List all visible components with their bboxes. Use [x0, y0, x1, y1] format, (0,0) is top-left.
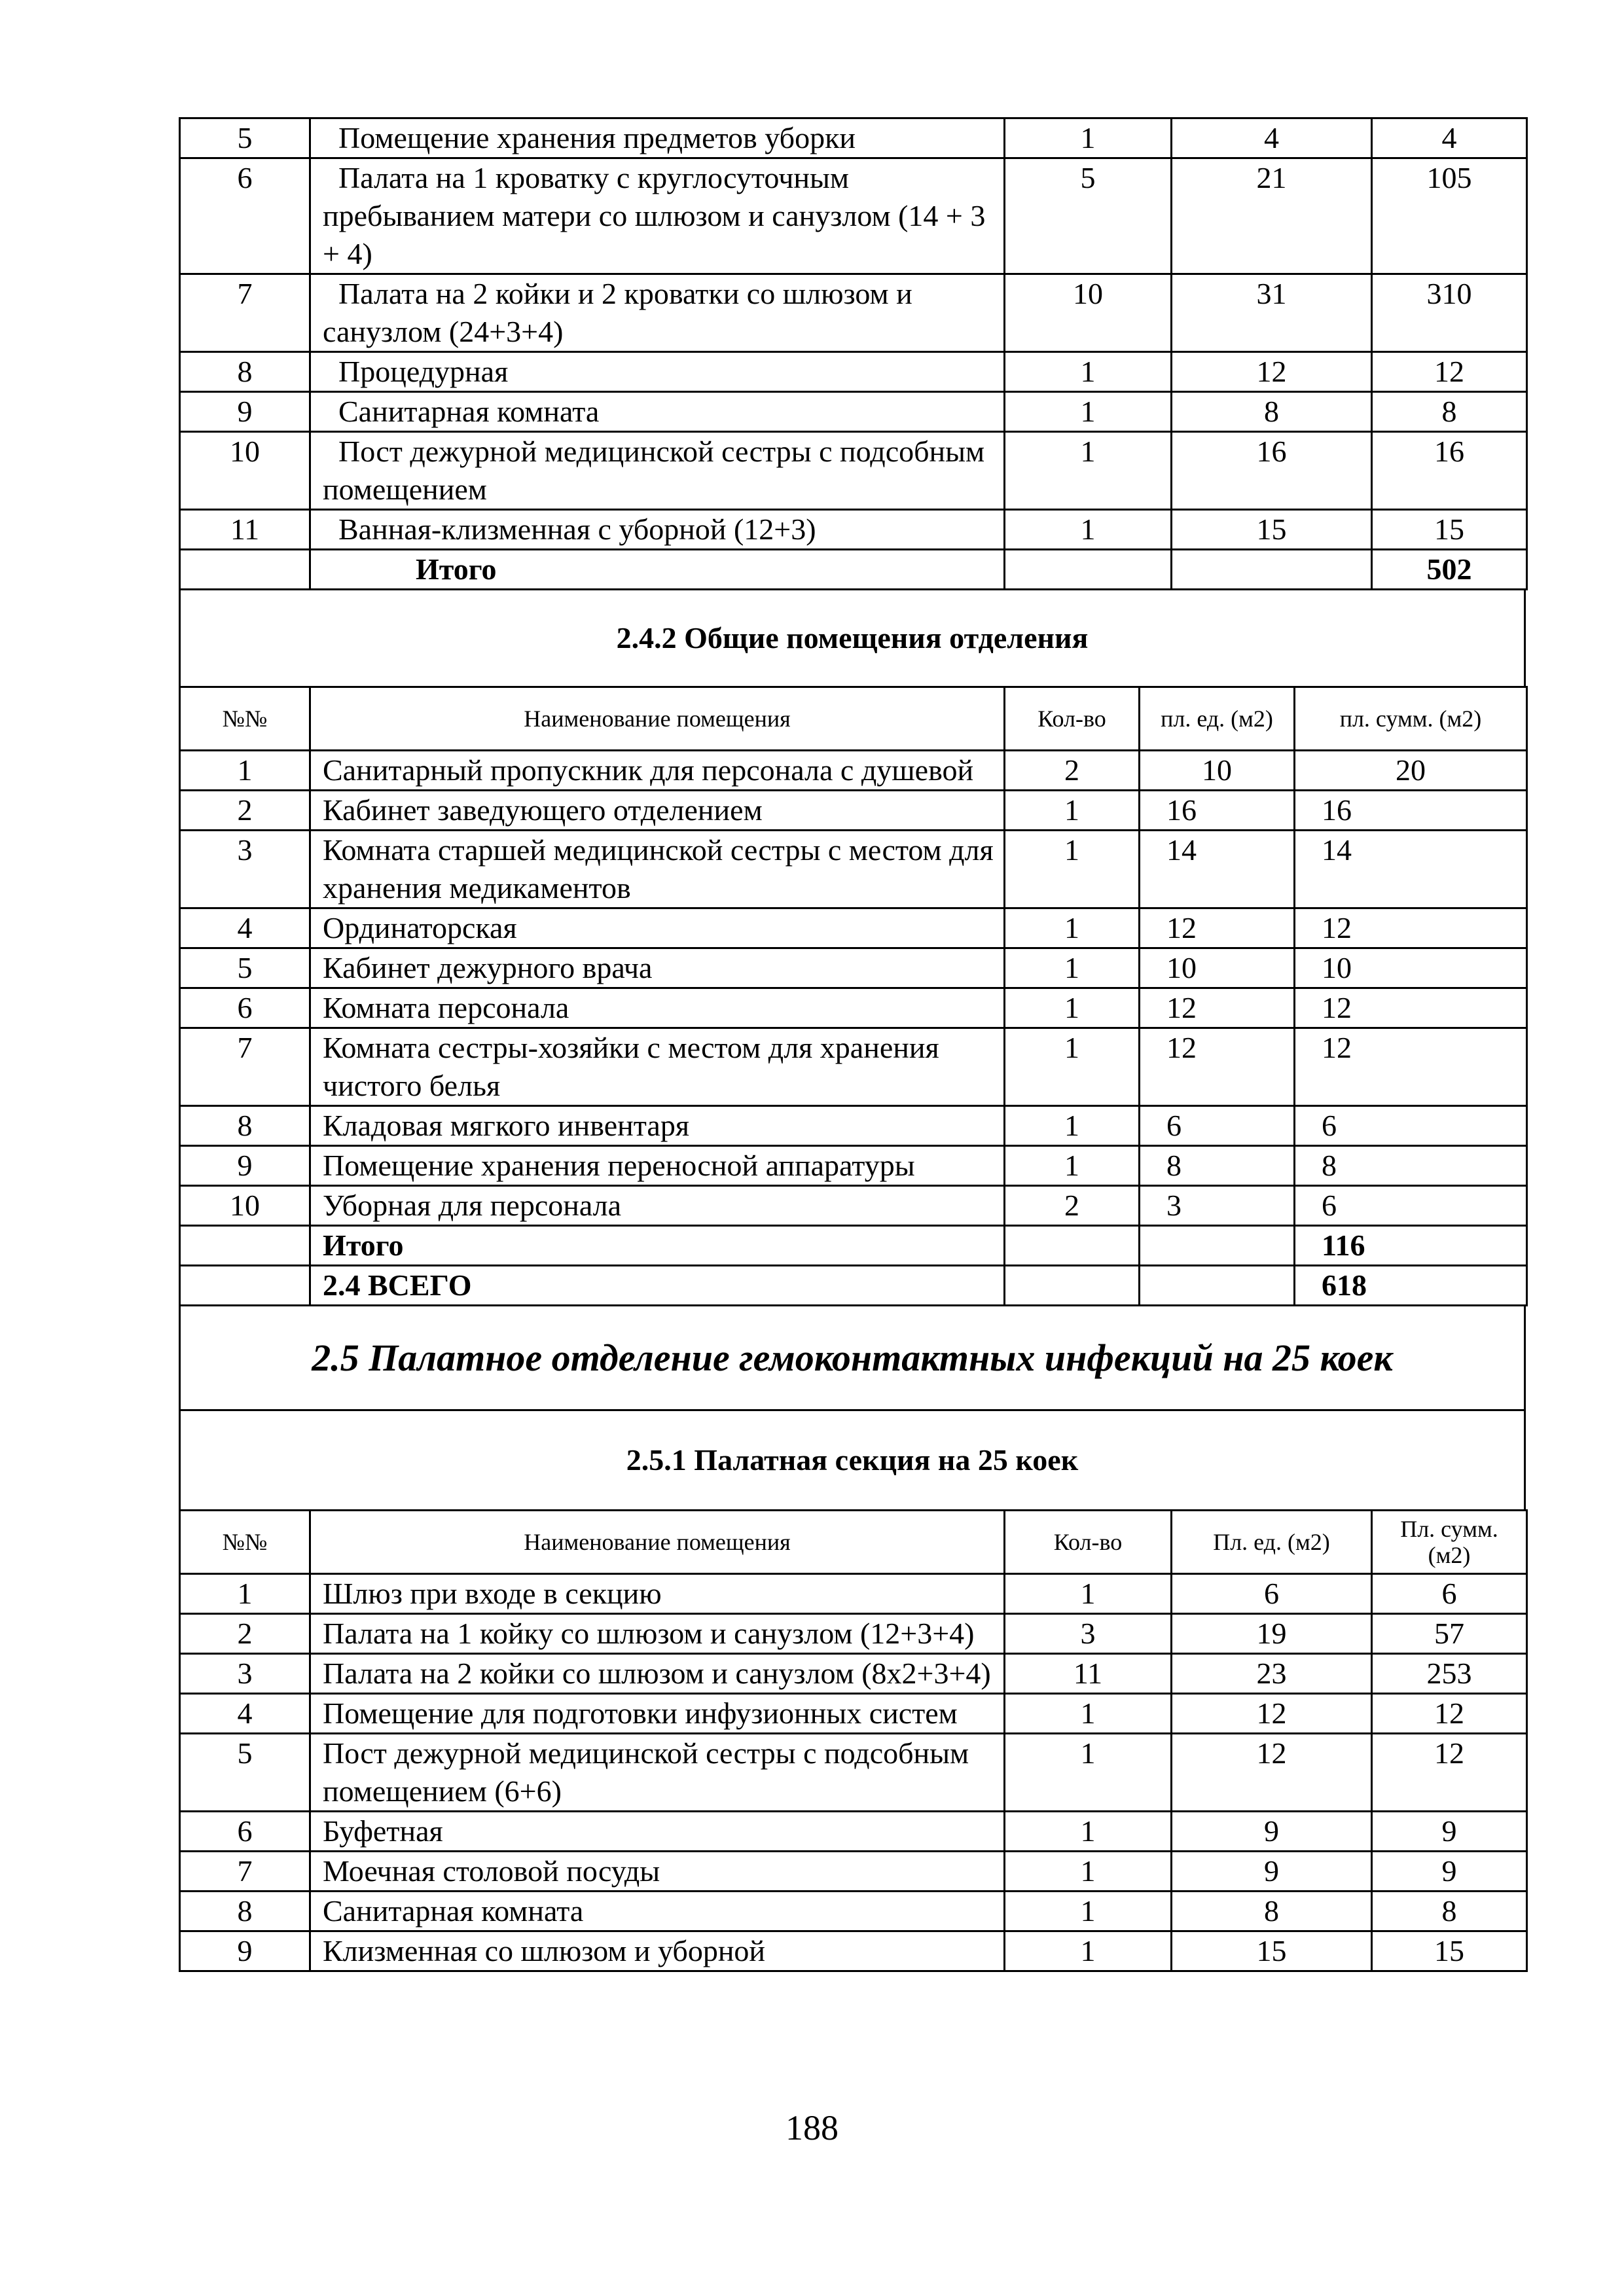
unit-area: 10 — [1140, 751, 1295, 791]
unit-area: 6 — [1140, 1106, 1295, 1146]
total-area: 8 — [1295, 1146, 1527, 1186]
grand-total-row — [180, 1266, 1527, 1306]
column-header: Кол-во — [1005, 687, 1140, 751]
room-name: Ординаторская — [310, 908, 1005, 948]
unit-area: 9 — [1172, 1852, 1372, 1892]
quantity: 10 — [1005, 274, 1172, 352]
row-number: 9 — [180, 392, 310, 432]
row-number: 5 — [180, 1734, 310, 1812]
unit-area: 4 — [1172, 118, 1372, 158]
table-row — [180, 1734, 1527, 1812]
unit-area: 8 — [1172, 1892, 1372, 1931]
total-area: 9 — [1372, 1852, 1527, 1892]
quantity: 1 — [1005, 948, 1140, 988]
table-row — [180, 1654, 1527, 1694]
room-name: Кабинет дежурного врача — [310, 948, 1005, 988]
total-row — [180, 1226, 1527, 1266]
unit-area: 6 — [1172, 1574, 1372, 1614]
table-row — [180, 1812, 1527, 1852]
quantity: 1 — [1005, 1734, 1172, 1812]
section-title: 2.5 Палатное отделение гемоконтактных инфекций на 25 коек — [180, 1306, 1525, 1410]
row-number — [180, 1266, 310, 1306]
room-name: Процедурная — [310, 352, 1005, 392]
unit-area: 3 — [1140, 1186, 1295, 1226]
room-name: Шлюз при входе в секцию — [310, 1574, 1005, 1614]
column-header: №№ — [180, 687, 310, 751]
total-area: 4 — [1372, 118, 1527, 158]
room-name: Палата на 1 кроватку с круглосуточным пребыванием матери со шлюзом и санузлом (14 + 3 + 4) — [310, 158, 1005, 274]
unit-area: 15 — [1172, 1931, 1372, 1971]
table-2-4-2 — [179, 686, 1528, 1306]
room-name: Палата на 1 койку со шлюзом и санузлом (12+3+4) — [310, 1614, 1005, 1654]
room-name: Буфетная — [310, 1812, 1005, 1852]
column-header: Наименование помещения — [310, 687, 1005, 751]
section-2-5-heading — [179, 1304, 1526, 1511]
room-name: Комната сестры-хозяйки с местом для хранения чистого белья — [310, 1028, 1005, 1106]
total-area: 16 — [1295, 791, 1527, 831]
quantity: 1 — [1005, 791, 1140, 831]
table-row — [180, 1028, 1527, 1106]
quantity: 2 — [1005, 1186, 1140, 1226]
quantity: 1 — [1005, 118, 1172, 158]
total-label: Итого — [310, 550, 1005, 590]
unit-area: 12 — [1140, 1028, 1295, 1106]
row-number — [180, 1226, 310, 1266]
unit-area: 12 — [1172, 1734, 1372, 1812]
row-number: 8 — [180, 1892, 310, 1931]
room-name: Кладовая мягкого инвентаря — [310, 1106, 1005, 1146]
row-number: 5 — [180, 118, 310, 158]
row-number: 1 — [180, 1574, 310, 1614]
row-number — [180, 550, 310, 590]
total-area: 12 — [1372, 1734, 1527, 1812]
table-row — [180, 1694, 1527, 1734]
total-area: 14 — [1295, 831, 1527, 908]
room-name: Ванная-клизменная с уборной (12+3) — [310, 510, 1005, 550]
unit-area: 12 — [1172, 352, 1372, 392]
room-name: Санитарный пропускник для персонала с душевой — [310, 751, 1005, 791]
room-name: Кабинет заведующего отделением — [310, 791, 1005, 831]
quantity: 1 — [1005, 1852, 1172, 1892]
unit-area: 16 — [1172, 432, 1372, 510]
quantity: 1 — [1005, 1106, 1140, 1146]
section-2-4-2-heading — [179, 588, 1526, 688]
row-number: 6 — [180, 1812, 310, 1852]
section-title: 2.4.2 Общие помещения отделения — [180, 590, 1525, 687]
quantity: 1 — [1005, 392, 1172, 432]
quantity: 1 — [1005, 831, 1140, 908]
row-number: 3 — [180, 831, 310, 908]
total-area: 12 — [1372, 352, 1527, 392]
unit-area — [1140, 1226, 1295, 1266]
room-name: Помещение хранения переносной аппаратуры — [310, 1146, 1005, 1186]
room-name: Помещение хранения предметов уборки — [310, 118, 1005, 158]
room-name: Помещение для подготовки инфузионных систем — [310, 1694, 1005, 1734]
table-row — [180, 791, 1527, 831]
column-header: №№ — [180, 1511, 310, 1574]
total-row — [180, 550, 1527, 590]
total-area: 6 — [1295, 1186, 1527, 1226]
column-header: Пл. ед. (м2) — [1172, 1511, 1372, 1574]
quantity: 1 — [1005, 1574, 1172, 1614]
room-name: Комната персонала — [310, 988, 1005, 1028]
room-name: Палата на 2 койки и 2 кроватки со шлюзом и санузлом (24+3+4) — [310, 274, 1005, 352]
quantity: 11 — [1005, 1654, 1172, 1694]
table-row — [180, 1614, 1527, 1654]
quantity — [1005, 550, 1172, 590]
quantity: 1 — [1005, 1028, 1140, 1106]
unit-area: 9 — [1172, 1812, 1372, 1852]
total-area: 15 — [1372, 1931, 1527, 1971]
unit-area: 23 — [1172, 1654, 1372, 1694]
row-number: 10 — [180, 432, 310, 510]
table-row — [180, 1186, 1527, 1226]
table-row — [180, 352, 1527, 392]
quantity: 1 — [1005, 432, 1172, 510]
total-area: 6 — [1372, 1574, 1527, 1614]
unit-area: 12 — [1140, 988, 1295, 1028]
unit-area: 8 — [1172, 392, 1372, 432]
row-number: 7 — [180, 274, 310, 352]
row-number: 7 — [180, 1028, 310, 1106]
total-area: 15 — [1372, 510, 1527, 550]
column-header: Наименование помещения — [310, 1511, 1005, 1574]
table-row — [180, 1892, 1527, 1931]
total-area: 12 — [1372, 1694, 1527, 1734]
unit-area: 21 — [1172, 158, 1372, 274]
table-row — [180, 118, 1527, 158]
unit-area: 8 — [1140, 1146, 1295, 1186]
table-row — [180, 432, 1527, 510]
quantity: 1 — [1005, 510, 1172, 550]
total-area: 12 — [1295, 988, 1527, 1028]
unit-area: 12 — [1172, 1694, 1372, 1734]
row-number: 3 — [180, 1654, 310, 1694]
total-area: 12 — [1295, 1028, 1527, 1106]
room-name: Пост дежурной медицинской сестры с подсобным помещением (6+6) — [310, 1734, 1005, 1812]
row-number: 2 — [180, 1614, 310, 1654]
table-row — [180, 1574, 1527, 1614]
unit-area: 31 — [1172, 274, 1372, 352]
table-row — [180, 1852, 1527, 1892]
row-number: 2 — [180, 791, 310, 831]
total-area: 253 — [1372, 1654, 1527, 1694]
quantity: 1 — [1005, 352, 1172, 392]
unit-area: 19 — [1172, 1614, 1372, 1654]
total-area: 9 — [1372, 1812, 1527, 1852]
row-number: 1 — [180, 751, 310, 791]
quantity: 5 — [1005, 158, 1172, 274]
column-header: пл. сумм. (м2) — [1295, 687, 1527, 751]
table-row — [180, 1931, 1527, 1971]
table-row — [180, 1146, 1527, 1186]
row-number: 5 — [180, 948, 310, 988]
quantity — [1005, 1226, 1140, 1266]
quantity: 1 — [1005, 1931, 1172, 1971]
header-row — [180, 687, 1527, 751]
row-number: 4 — [180, 1694, 310, 1734]
row-number: 10 — [180, 1186, 310, 1226]
table-row — [180, 908, 1527, 948]
room-name: Пост дежурной медицинской сестры с подсобным помещением — [310, 432, 1005, 510]
quantity: 2 — [1005, 751, 1140, 791]
column-header: пл. ед. (м2) — [1140, 687, 1295, 751]
total-area: 8 — [1372, 392, 1527, 432]
total-area: 618 — [1295, 1266, 1527, 1306]
row-number: 9 — [180, 1146, 310, 1186]
room-name: Комната старшей медицинской сестры с местом для хранения медикаментов — [310, 831, 1005, 908]
unit-area — [1172, 550, 1372, 590]
table-row — [180, 988, 1527, 1028]
row-number: 8 — [180, 1106, 310, 1146]
quantity: 1 — [1005, 1146, 1140, 1186]
unit-area: 15 — [1172, 510, 1372, 550]
room-name: Уборная для персонала — [310, 1186, 1005, 1226]
room-name: Моечная столовой посуды — [310, 1852, 1005, 1892]
table-row — [180, 751, 1527, 791]
unit-area: 12 — [1140, 908, 1295, 948]
quantity: 1 — [1005, 1694, 1172, 1734]
quantity: 1 — [1005, 988, 1140, 1028]
quantity: 3 — [1005, 1614, 1172, 1654]
row-number: 7 — [180, 1852, 310, 1892]
table-2-5-1 — [179, 1509, 1528, 1972]
room-name: Санитарная комната — [310, 392, 1005, 432]
row-number: 6 — [180, 158, 310, 274]
total-area: 105 — [1372, 158, 1527, 274]
total-area: 20 — [1295, 751, 1527, 791]
total-area: 8 — [1372, 1892, 1527, 1931]
table-row — [180, 1106, 1527, 1146]
quantity: 1 — [1005, 908, 1140, 948]
total-area: 502 — [1372, 550, 1527, 590]
total-label: 2.4 ВСЕГО — [310, 1266, 1005, 1306]
total-label: Итого — [310, 1226, 1005, 1266]
total-area: 57 — [1372, 1614, 1527, 1654]
table-2-4-1-continued — [179, 117, 1528, 590]
table-row — [180, 158, 1527, 274]
row-number: 9 — [180, 1931, 310, 1971]
row-number: 4 — [180, 908, 310, 948]
header-row — [180, 1511, 1527, 1574]
total-area: 6 — [1295, 1106, 1527, 1146]
column-header: Пл. сумм. (м2) — [1372, 1511, 1527, 1574]
row-number: 8 — [180, 352, 310, 392]
total-area: 12 — [1295, 908, 1527, 948]
table-row — [180, 948, 1527, 988]
quantity: 1 — [1005, 1892, 1172, 1931]
row-number: 11 — [180, 510, 310, 550]
unit-area: 14 — [1140, 831, 1295, 908]
room-name: Клизменная со шлюзом и уборной — [310, 1931, 1005, 1971]
document-tables — [179, 117, 1526, 1972]
table-row — [180, 831, 1527, 908]
page-number: 188 — [785, 2108, 839, 2147]
room-name: Санитарная комната — [310, 1892, 1005, 1931]
subsection-title: 2.5.1 Палатная секция на 25 коек — [180, 1410, 1525, 1511]
unit-area: 16 — [1140, 791, 1295, 831]
total-area: 116 — [1295, 1226, 1527, 1266]
row-number: 6 — [180, 988, 310, 1028]
table-row — [180, 510, 1527, 550]
table-row — [180, 392, 1527, 432]
room-name: Палата на 2 койки со шлюзом и санузлом (8х2+3+4) — [310, 1654, 1005, 1694]
unit-area — [1140, 1266, 1295, 1306]
column-header: Кол-во — [1005, 1511, 1172, 1574]
total-area: 310 — [1372, 274, 1527, 352]
quantity — [1005, 1266, 1140, 1306]
unit-area: 10 — [1140, 948, 1295, 988]
table-row — [180, 274, 1527, 352]
total-area: 10 — [1295, 948, 1527, 988]
quantity: 1 — [1005, 1812, 1172, 1852]
total-area: 16 — [1372, 432, 1527, 510]
